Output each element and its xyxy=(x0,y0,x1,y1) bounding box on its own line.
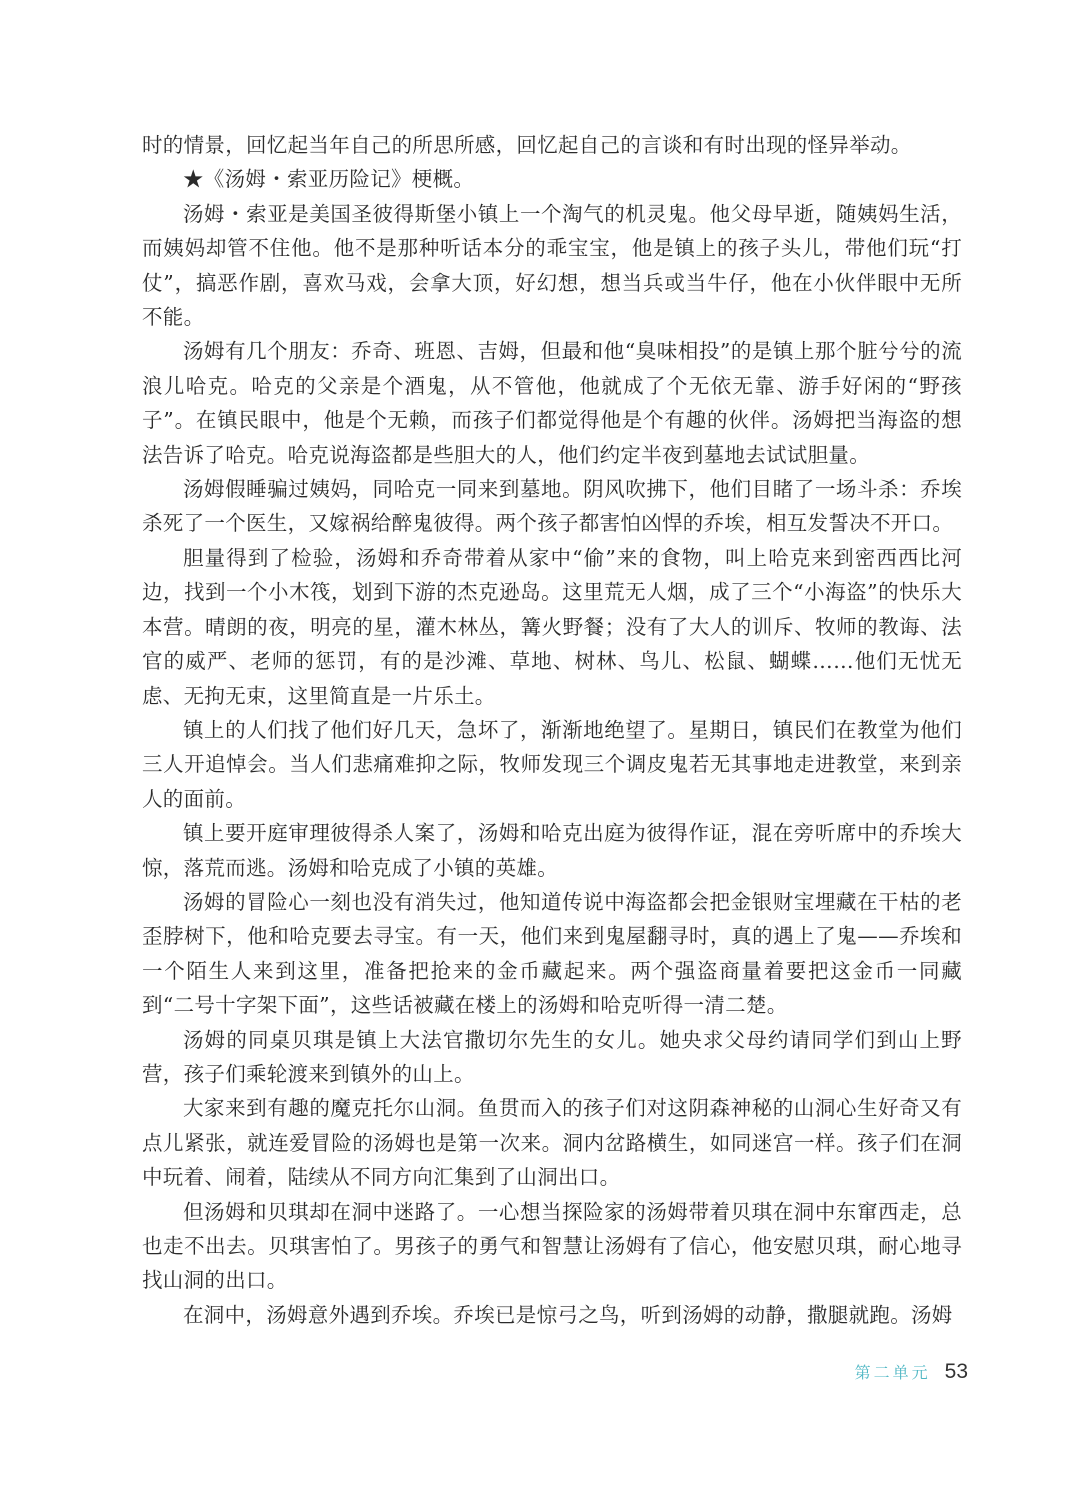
paragraph: 在洞中，汤姆意外遇到乔埃。乔埃已是惊弓之鸟，听到汤姆的动静，撒腿就跑。汤姆 xyxy=(183,1302,953,1327)
page-footer xyxy=(855,1360,968,1384)
paragraph: 汤姆・索亚是美国圣彼得斯堡小镇上一个淘气的机灵鬼。他父母早逝，随姨妈生活，而姨妈却管不住他。他不是那种听话本分的乖宝宝，他是镇上的孩子头儿，带他们玩“打仗”，搞恶作剧，喜欢马戏，会拿大顶，好幻想，想当兵或当牛仔，他在小伙伴眼中无所不能。 xyxy=(142,201,962,330)
paragraph: 汤姆的冒险心一刻也没有消失过，他知道传说中海盗都会把金银财宝埋藏在干枯的老歪脖树下，他和哈克要去寻宝。有一天，他们来到鬼屋翻寻时，真的遇上了鬼——乔埃和一个陌生人来到这里，准备把抢来的金币藏起来。两个强盗商量着要把这金币一同藏到“二号十字架下面”，这些话被藏在楼上的汤姆和哈克听得一清二楚。 xyxy=(142,889,962,1018)
paragraph: 镇上的人们找了他们好几天，急坏了，渐渐地绝望了。星期日，镇民们在教堂为他们三人开追悼会。当人们悲痛难抑之际，牧师发现三个调皮鬼若无其事地走进教堂，来到亲人的面前。 xyxy=(142,717,962,811)
section-heading: ★《汤姆・索亚历险记》梗概。 xyxy=(183,167,475,192)
paragraph: 汤姆假睡骗过姨妈，同哈克一同来到墓地。阴风吹拂下，他们目睹了一场斗杀：乔埃杀死了一个医生，又嫁祸给醉鬼彼得。两个孩子都害怕凶悍的乔埃，相互发誓决不开口。 xyxy=(142,477,962,536)
paragraph: 胆量得到了检验，汤姆和乔奇带着从家中“偷”来的食物，叫上哈克来到密西西比河边，找到一个小木筏，划到下游的杰克逊岛。这里荒无人烟，成了三个“小海盗”的快乐大本营。晴朗的夜，明亮的星，灌木林丛，篝火野餐；没有了大人的训斥、牧师的教诲、法官的威严、老师的惩罚，有的是沙滩、草地、树林、鸟儿、松鼠、蝴蝶……他们无忧无虑、无拘无束，这里简直是一片乐土。 xyxy=(142,545,962,708)
page-body xyxy=(142,128,962,1332)
paragraph: 汤姆的同桌贝琪是镇上大法官撒切尔先生的女儿。她央求父母约请同学们到山上野营，孩子们乘轮渡来到镇外的山上。 xyxy=(142,1027,962,1086)
page-number: 53 xyxy=(944,1360,968,1383)
paragraph-continuation: 时的情景，回忆起当年自己的所思所感，回忆起自己的言谈和有时出现的怪异举动。 xyxy=(142,133,912,157)
paragraph: 但汤姆和贝琪却在洞中迷路了。一心想当探险家的汤姆带着贝琪在洞中东窜西走，总也走不出去。贝琪害怕了。男孩子的勇气和智慧让汤姆有了信心，他安慰贝琪，耐心地寻找山洞的出口。 xyxy=(142,1199,962,1293)
paragraph: 汤姆有几个朋友：乔奇、班恩、吉姆，但最和他“臭味相投”的是镇上那个脏兮兮的流浪儿哈克。哈克的父亲是个酒鬼，从不管他，他就成了个无依无靠、游手好闲的“野孩子”。在镇民眼中，他是个无赖，而孩子们都觉得他是个有趣的伙伴。汤姆把当海盗的想法告诉了哈克。哈克说海盗都是些胆大的人，他们约定半夜到墓地去试试胆量。 xyxy=(142,339,962,467)
paragraph: 大家来到有趣的魔克托尔山洞。鱼贯而入的孩子们对这阴森神秘的山洞心生好奇又有点儿紧张，就连爱冒险的汤姆也是第一次来。洞内岔路横生，如同迷宫一样。孩子们在洞中玩着、闹着，陆续从不同方向汇集到了山洞出口。 xyxy=(142,1096,962,1190)
unit-label: 第二单元 xyxy=(854,1363,931,1382)
paragraph: 镇上要开庭审理彼得杀人案了，汤姆和哈克出庭为彼得作证，混在旁听席中的乔埃大惊，落荒而逃。汤姆和哈克成了小镇的英雄。 xyxy=(142,821,962,880)
